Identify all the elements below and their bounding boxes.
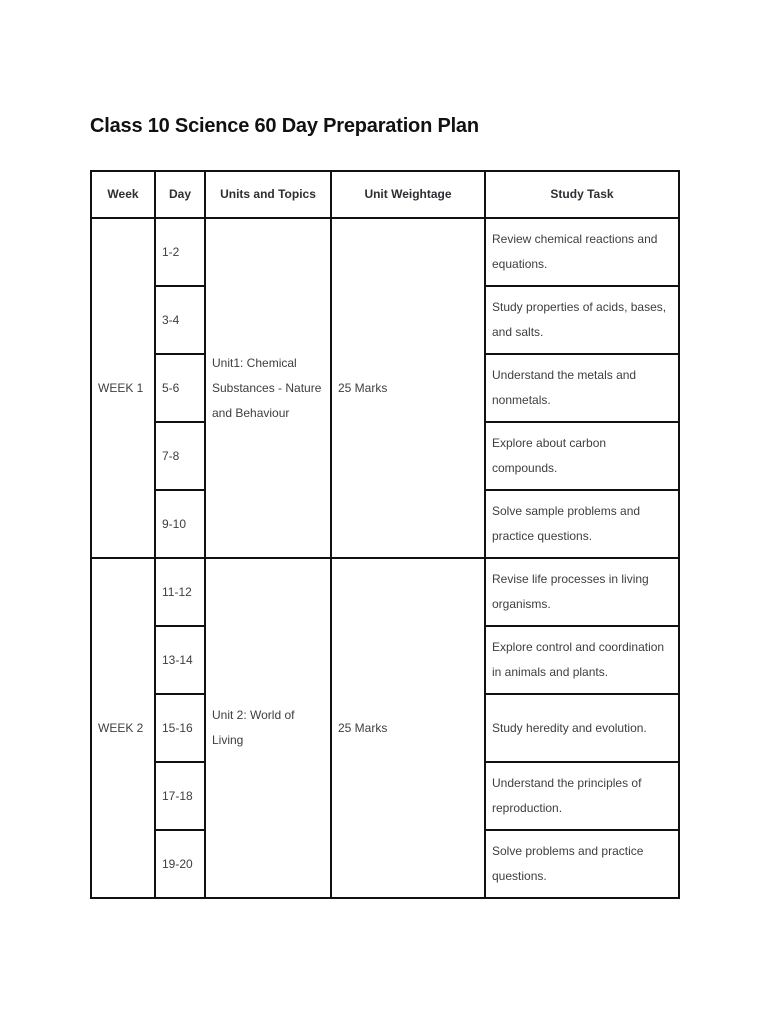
- task-cell: Revise life processes in living organisms.: [485, 558, 679, 626]
- header-unit-weightage: Unit Weightage: [331, 171, 485, 218]
- day-cell: 11-12: [155, 558, 205, 626]
- task-cell: Study properties of acids, bases, and salts.: [485, 286, 679, 354]
- day-cell: 3-4: [155, 286, 205, 354]
- weightage-cell: 25 Marks: [331, 558, 485, 898]
- day-cell: 9-10: [155, 490, 205, 558]
- task-cell: Study heredity and evolution.: [485, 694, 679, 762]
- day-cell: 5-6: [155, 354, 205, 422]
- unit-cell: Unit 2: World of Living: [205, 558, 331, 898]
- header-day: Day: [155, 171, 205, 218]
- preparation-plan-table: [90, 170, 680, 899]
- weightage-cell: 25 Marks: [331, 218, 485, 558]
- day-cell: 19-20: [155, 830, 205, 898]
- task-cell: Understand the principles of reproduction.: [485, 762, 679, 830]
- table-header-row: [91, 171, 679, 218]
- task-cell: Solve problems and practice questions.: [485, 830, 679, 898]
- table-row: [91, 558, 679, 626]
- header-week: Week: [91, 171, 155, 218]
- task-cell: Solve sample problems and practice questions.: [485, 490, 679, 558]
- task-cell: Explore control and coordination in animals and plants.: [485, 626, 679, 694]
- day-cell: 17-18: [155, 762, 205, 830]
- task-cell: Understand the metals and nonmetals.: [485, 354, 679, 422]
- day-cell: 15-16: [155, 694, 205, 762]
- week-cell: WEEK 2: [91, 558, 155, 898]
- day-cell: 7-8: [155, 422, 205, 490]
- week-cell: WEEK 1: [91, 218, 155, 558]
- table-row: [91, 218, 679, 286]
- page-title: Class 10 Science 60 Day Preparation Plan: [90, 115, 479, 137]
- header-study-task: Study Task: [485, 171, 679, 218]
- day-cell: 13-14: [155, 626, 205, 694]
- day-cell: 1-2: [155, 218, 205, 286]
- task-cell: Review chemical reactions and equations.: [485, 218, 679, 286]
- unit-cell: Unit1: Chemical Substances - Nature and Behaviour: [205, 218, 331, 558]
- task-cell: Explore about carbon compounds.: [485, 422, 679, 490]
- header-units-topics: Units and Topics: [205, 171, 331, 218]
